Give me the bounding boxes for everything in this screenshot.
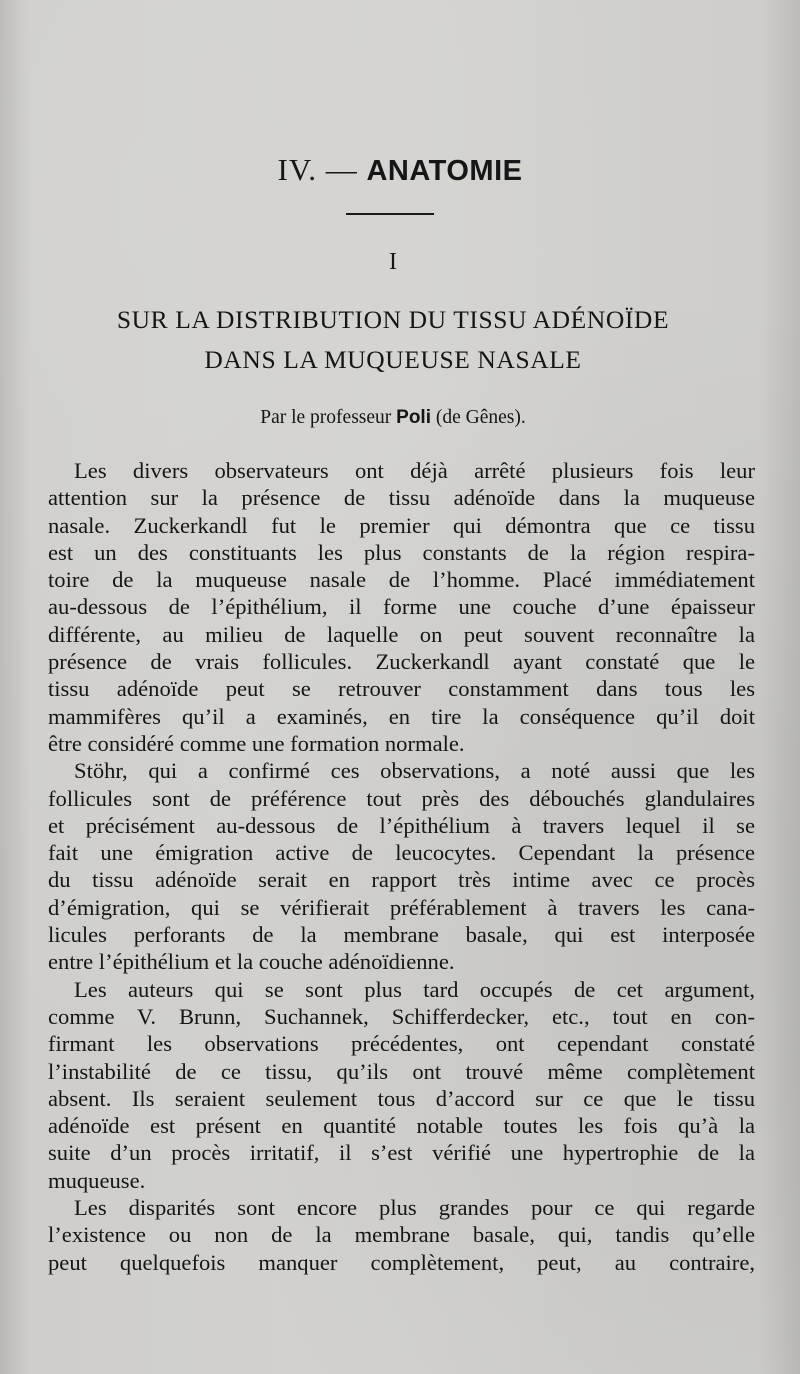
body-line: attention sur la présence de tissu adénoïde dans la muqueuse [48, 485, 755, 511]
body-line: peut quelquefois manquer complètement, peut, au contraire, [48, 1249, 755, 1275]
body-line: l’existence ou non de la membrane basale, qui, tandis qu’elle [48, 1222, 755, 1248]
body-line: d’émigration, qui se vérifierait préférablement à travers les cana- [48, 894, 755, 920]
heading-rule [346, 213, 434, 215]
body-line: au-dessous de l’épithélium, il forme une couche d’une épaisseur [48, 594, 755, 620]
chapter-number: IV. [277, 152, 317, 187]
byline-prefix: Par le professeur [260, 407, 392, 428]
article-title-line-2: DANS LA MUQUEUSE NASALE [204, 345, 582, 374]
body-text [48, 457, 755, 1276]
body-line: tissu adénoïde peut se retrouver constamment dans tous les [48, 676, 755, 702]
body-line: l’instabilité de ce tissu, qu’ils ont trouvé même complètement [48, 1058, 755, 1084]
body-line: absent. Ils seraient seulement tous d’accord sur ce que le tissu [48, 1085, 755, 1111]
body-line: Les divers observateurs ont déjà arrêté plusieurs fois leur [74, 458, 755, 483]
body-line: fait une émigration active de leucocytes. Cependant la présence [48, 840, 755, 866]
article-title-line-1: SUR LA DISTRIBUTION DU TISSU ADÉNOÏDE [116, 305, 670, 334]
body-line: Les disparités sont encore plus grandes pour ce qui regarde [74, 1195, 755, 1221]
chapter-heading [0, 152, 800, 188]
body-line: Les auteurs qui se sont plus tard occupés de cet argument, [74, 976, 755, 1002]
byline [0, 407, 786, 429]
body-line: présence de vrais follicules. Zuckerkandl ayant constaté que le [48, 649, 755, 675]
body-line: nasale. Zuckerkandl fut le premier qui démontra que ce tissu [48, 512, 755, 538]
body-line: adénoïde est présent en quantité notable toutes les fois qu’à la [48, 1113, 755, 1139]
body-line: Stöhr, qui a confirmé ces observations, a noté aussi que les [74, 758, 755, 784]
body-line: du tissu adénoïde serait en rapport très intime avec ce procès [48, 867, 755, 893]
body-line: mammifères qu’il a examinés, en tire la conséquence qu’il doit [48, 703, 755, 729]
body-line: être considéré comme une formation normale. [48, 730, 465, 756]
chapter-dash: — [325, 152, 358, 187]
body-line: firmant les observations précédentes, ont cependant constaté [48, 1031, 755, 1057]
body-line: muqueuse. [48, 1167, 146, 1193]
body-line: différente, au milieu de laquelle on peut souvent reconnaître la [48, 621, 755, 647]
chapter-word: ANATOMIE [366, 155, 523, 187]
body-line: et précisément au-dessous de l’épithélium à travers lequel il se [48, 812, 755, 838]
body-line: est un des constituants les plus constants de la région respira- [48, 539, 755, 565]
body-line: suite d’un procès irritatif, il s’est vérifié une hypertrophie de la [48, 1140, 755, 1166]
body-line: comme V. Brunn, Suchannek, Schifferdecker, etc., tout en con- [48, 1003, 755, 1029]
body-line: licules perforants de la membrane basale, qui est interposée [48, 922, 755, 948]
byline-author: Poli [396, 407, 431, 428]
body-line: entre l’épithélium et la couche adénoïdienne. [48, 949, 455, 975]
section-number: I [389, 249, 397, 275]
body-line: follicules sont de préférence tout près des débouchés glandulaires [48, 785, 755, 811]
byline-suffix: (de Gênes). [435, 407, 526, 428]
body-line: toire de la muqueuse nasale de l’homme. Placé immédiatement [48, 567, 755, 593]
